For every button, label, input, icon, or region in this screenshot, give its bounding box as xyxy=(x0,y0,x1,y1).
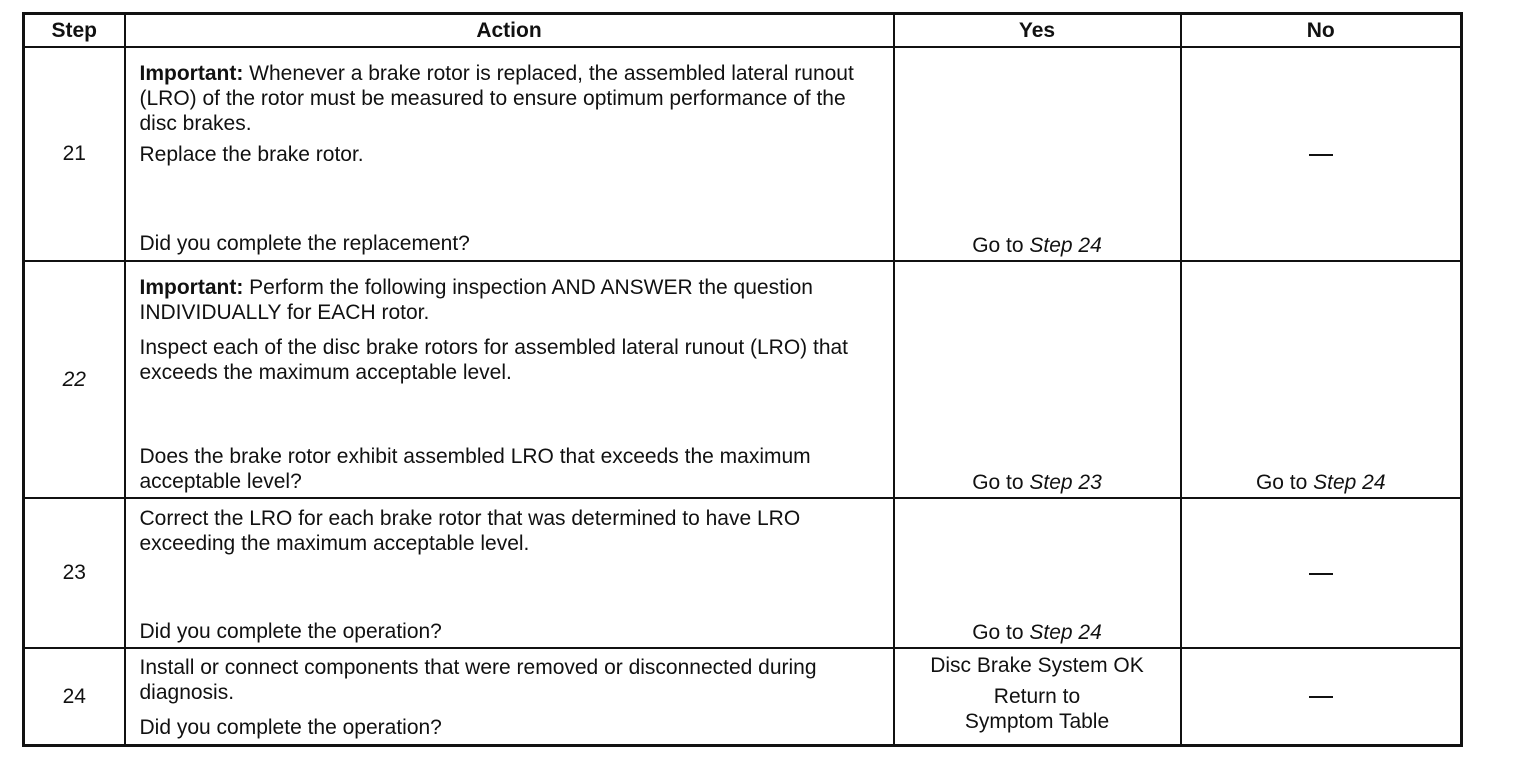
no-dash xyxy=(1309,573,1333,575)
header-yes: Yes xyxy=(894,14,1181,48)
step-number: 22 xyxy=(24,261,125,498)
instruction-text: Correct the LRO for each brake rotor that was determined to have LRO exceeding the maximum acceptable level. xyxy=(139,507,801,555)
action-cell xyxy=(125,498,894,648)
yes-result-text: Disc Brake System OK xyxy=(930,654,1144,677)
no-cell xyxy=(1181,47,1462,261)
yes-prefix: Go to xyxy=(972,234,1030,257)
important-note xyxy=(140,61,883,136)
table-row-step-22 xyxy=(24,261,1462,498)
diagnostic-table xyxy=(22,12,1463,747)
instruction-text: Install or connect components that were removed or disconnected during diagnosis. xyxy=(139,656,817,704)
important-label: Important: xyxy=(139,276,244,299)
no-prefix: Go to xyxy=(1255,471,1314,494)
question-text: Does the brake rotor exhibit assembled LRO that exceeds the maximum acceptable level? xyxy=(139,445,811,493)
no-dash xyxy=(1309,696,1333,698)
action-cell xyxy=(125,648,894,746)
table-header-row xyxy=(24,14,1462,48)
header-action: Action xyxy=(125,14,894,48)
no-dash xyxy=(1309,154,1333,156)
yes-step-link[interactable]: Step 24 xyxy=(1029,621,1102,644)
yes-prefix: Go to xyxy=(972,621,1030,644)
instruction-text: Inspect each of the disc brake rotors for assembled lateral runout (LRO) that exceeds the maximum acceptable level. xyxy=(139,336,849,384)
header-step: Step xyxy=(24,14,125,48)
no-step-link[interactable]: Step 24 xyxy=(1313,471,1386,494)
instruction-text: Replace the brake rotor. xyxy=(139,143,364,166)
step-number: 23 xyxy=(24,498,125,648)
yes-cell xyxy=(894,261,1181,498)
table-row-step-21 xyxy=(24,47,1462,261)
no-cell xyxy=(1181,261,1462,498)
question-text: Did you complete the operation? xyxy=(139,620,442,643)
yes-cell xyxy=(894,648,1181,746)
action-cell xyxy=(125,261,894,498)
no-cell xyxy=(1181,498,1462,648)
step-number: 21 xyxy=(24,47,125,261)
no-cell xyxy=(1181,648,1462,746)
question-text: Did you complete the operation? xyxy=(139,716,442,739)
table-row-step-24 xyxy=(24,648,1462,746)
yes-step-link[interactable]: Step 23 xyxy=(1029,471,1102,494)
action-cell xyxy=(125,47,894,261)
yes-prefix: Go to xyxy=(972,471,1030,494)
yes-cell xyxy=(894,498,1181,648)
yes-cell xyxy=(894,47,1181,261)
important-text: Perform the following inspection AND ANSWER the question INDIVIDUALLY for EACH rotor. xyxy=(139,276,813,324)
important-text: Whenever a brake rotor is replaced, the assembled lateral runout (LRO) of the rotor must be measured to ensure optimum performance of the disc brakes. xyxy=(139,62,854,135)
step-number: 24 xyxy=(24,648,125,746)
question-text: Did you complete the replacement? xyxy=(139,232,470,255)
important-note xyxy=(140,275,883,325)
return-to-symptom-table-link[interactable]: Return to Symptom Table xyxy=(964,685,1110,733)
yes-step-link[interactable]: Step 24 xyxy=(1029,234,1102,257)
important-label: Important: xyxy=(139,62,244,85)
header-no: No xyxy=(1181,14,1462,48)
table-row-step-23 xyxy=(24,498,1462,648)
